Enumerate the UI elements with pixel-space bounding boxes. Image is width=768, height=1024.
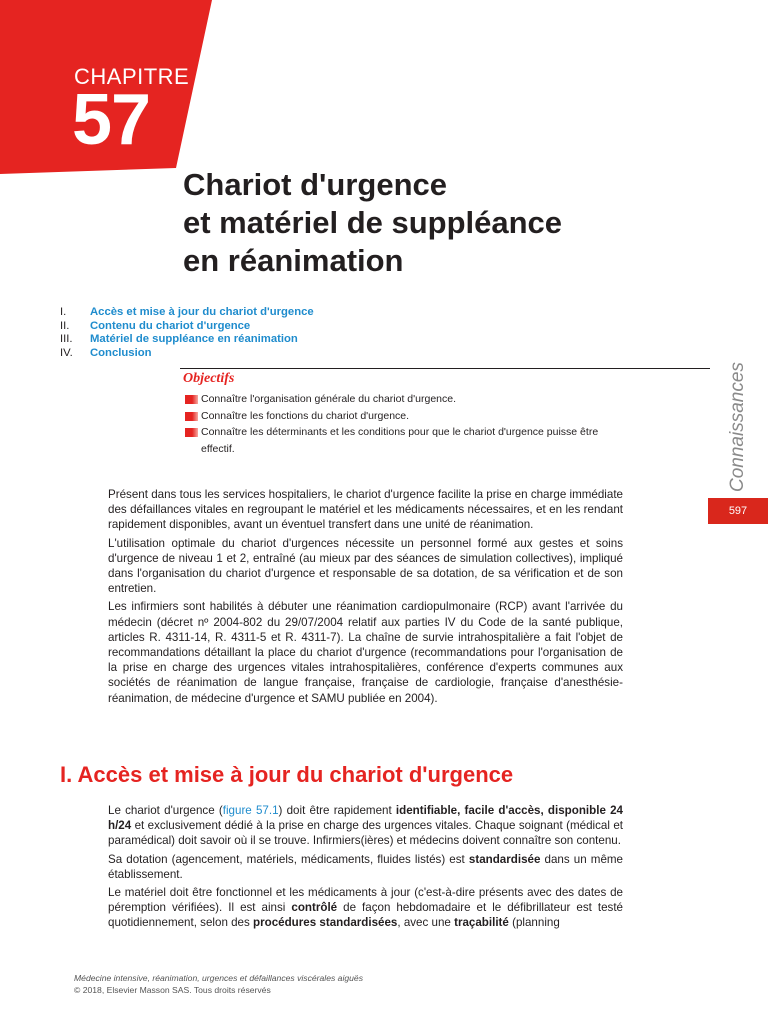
toc-item-number: I. (60, 306, 67, 318)
intro-text (108, 487, 623, 709)
emphasis-text: procédures standardisées (253, 916, 398, 930)
toc-item-number: IV. (60, 346, 73, 359)
text-run: dans un même établissement. (108, 852, 623, 881)
text-run: Le matériel doit être fonctionnel et les médicaments à jour (c'est-à-dire présents avec des dates de péremption vérifiées). Il est ainsi (108, 886, 623, 915)
text-run: de façon hebdomadaire et le défibrillateur est testé quotidiennement, selon des (108, 901, 623, 930)
toc-item[interactable] (60, 320, 314, 334)
page-footer (74, 972, 363, 996)
red-bullet-icon (185, 428, 198, 437)
text-run: (planning (508, 916, 560, 930)
emphasis-text: contrôlé (291, 901, 338, 915)
intro-paragraph: L'utilisation optimale du chariot d'urgences nécessite un personnel formé aux gestes et soins d'urgence de niveau 1 et 2, entraîné (au mieux par des séances de simulation collectives), impliqué dans l'organisation du chariot d'urgence et responsable de sa dotation, de sa vérification et de son entretien. (108, 536, 623, 596)
toc-item-link[interactable]: Accès et mise à jour du chariot d'urgence (90, 306, 314, 318)
table-of-contents (60, 306, 314, 360)
section-side-label: Connaissances (727, 362, 748, 492)
objective-item (183, 391, 633, 408)
text-run: Le chariot d'urgence ( (108, 804, 223, 817)
red-bullet-icon (185, 395, 198, 404)
objective-text: Connaître les déterminants et les conditions pour que le chariot d'urgence puisse être effectif. (201, 426, 599, 455)
figure-link[interactable]: figure 57.1 (222, 804, 279, 817)
chapter-number: 57 (72, 80, 151, 160)
toc-item[interactable] (60, 333, 314, 347)
toc-divider (180, 368, 710, 369)
chapter-title-line: Chariot d'urgence (183, 167, 448, 202)
objectives-list (183, 391, 633, 457)
text-run: et exclusivement dédié à la prise en charge des urgences vitales. Chaque soignant (médical et paramédical) doit savoir où il se trouve. Infirmiers(ières) et médecins doivent connaître son contenu. (108, 819, 623, 848)
text-run: ) doit être rapidement (278, 804, 396, 817)
chapter-title-line: et matériel de suppléance (183, 205, 563, 240)
toc-item-number: III. (60, 333, 73, 345)
chapter-title (183, 166, 703, 280)
toc-item-link[interactable]: Matériel de suppléance en réanimation (90, 333, 298, 345)
objective-text: Connaître l'organisation générale du chariot d'urgence. (201, 393, 457, 405)
emphasis-text: identifiable, facile d'accès, disponible 24 h/24 (108, 804, 623, 833)
page-number-tab: 597 (708, 498, 768, 524)
text-run: Sa dotation (agencement, matériels, médicaments, fluides listés) est (108, 852, 469, 866)
section-paragraph (108, 852, 623, 882)
section-paragraph (108, 803, 623, 849)
copyright-notice: © 2018, Elsevier Masson SAS. Tous droits réservés (74, 985, 271, 995)
section-heading: I. Accès et mise à jour du chariot d'urgence (60, 762, 514, 787)
intro-paragraph: Présent dans tous les services hospitaliers, le chariot d'urgence facilite la prise en charge immédiate des défaillances vitales en regroupant le matériel et les médicaments nécessaires, et en les rendant rapidement disponibles, avant un éventuel transfert dans une unité de réanimation. (108, 488, 623, 532)
emphasis-text: traçabilité (454, 916, 509, 930)
toc-item-link[interactable]: Contenu du chariot d'urgence (90, 319, 251, 332)
intro-paragraph: Les infirmiers sont habilités à débuter une réanimation cardiopulmonaire (RCP) avant l'arrivée du médecin (décret nº 2004-802 du 29/07/2004 relatif aux parties IV du Code de la santé publique, articles R. 4311-14, R. 4311-5 et R. 4311-7). La chaîne de survie intrahospitalière a fait l'objet de recommandations détaillant la place du chariot d'urgence (recommandations pour l'organisation de la prise en charge des urgences vitales intrahospitalières, conférence d'experts communes aux sociétés de réanimation de langue française, française de cardiologie, française d'anesthésie-réanimation, de médecine d'urgence et SAMU publiée en 2004). (108, 600, 623, 705)
red-bullet-icon (185, 412, 198, 421)
book-title: Médecine intensive, réanimation, urgences et défaillances viscérales aiguës (74, 973, 364, 983)
toc-item-link[interactable]: Conclusion (90, 346, 152, 359)
objective-item (183, 424, 633, 457)
objective-text: Connaître les fonctions du chariot d'urgence. (201, 409, 410, 422)
emphasis-text: standardisée (468, 852, 541, 866)
objective-item (183, 408, 633, 425)
section-paragraph (108, 885, 623, 931)
chapter-label: CHAPITRE (74, 64, 190, 89)
text-run: , avec une (397, 916, 455, 930)
toc-item[interactable] (60, 347, 314, 361)
objectives-title: Objectifs (183, 371, 235, 386)
chapter-title-line: en réanimation (183, 243, 404, 278)
toc-item[interactable] (60, 306, 314, 320)
toc-item-number: II. (60, 319, 70, 332)
section-body (108, 803, 623, 934)
